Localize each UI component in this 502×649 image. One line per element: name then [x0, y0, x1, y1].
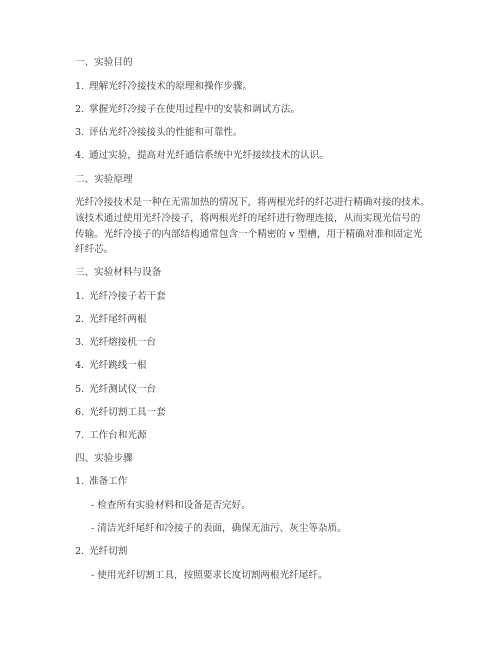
paragraph-line: 纤纤芯。: [75, 244, 114, 255]
step-title: 光纤切割: [89, 546, 128, 557]
list-item-number: 2.: [75, 314, 85, 325]
paragraph-line: 该技术通过使用光纤冷接子，将两根光纤的尾纤进行物理连接，从而实现光信号的: [75, 213, 421, 224]
list-item-number: 4.: [75, 150, 85, 161]
list-item-text: 评估光纤冷接接头的性能和可靠性。: [89, 127, 243, 138]
step-title: 准备工作: [89, 476, 128, 487]
step-number: 1.: [75, 476, 85, 487]
section-heading-materials: 三、实验材料与设备: [75, 267, 162, 278]
list-item-number: 6.: [75, 407, 85, 418]
list-item-number: 4.: [75, 360, 85, 371]
list-item-text: 光纤切割工具一套: [89, 407, 166, 418]
list-item-number: 1.: [75, 291, 85, 302]
list-item-number: 3.: [75, 337, 85, 348]
list-item-text: 理解光纤冷接技术的原理和操作步骤。: [89, 81, 253, 92]
list-item-text: 光纤熔接机一台: [89, 337, 157, 348]
list-item-text: 光纤冷接子若干套: [89, 291, 166, 302]
list-item-text: 光纤尾纤两根: [89, 314, 147, 325]
list-item-text: 工作台和光源: [89, 430, 147, 441]
list-item-text: 通过实验，提高对光纤通信系统中光纤接续技术的认识。: [89, 150, 329, 161]
step-sub-item: - 检查所有实验材料和设备是否完好。: [91, 500, 251, 511]
section-heading-objectives: 一、实验目的: [75, 57, 133, 68]
list-item-number: 7.: [75, 430, 85, 441]
list-item-number: 2.: [75, 104, 85, 115]
section-heading-principle: 二、实验原理: [75, 174, 133, 185]
section-heading-procedure: 四、实验步骤: [75, 453, 133, 464]
paragraph-line: 光纤冷接技术是一种在无需加热的情况下，将两根光纤的纤芯进行精确对接的技术。: [75, 197, 430, 208]
list-item-number: 5.: [75, 384, 85, 395]
list-item-text: 掌握光纤冷接子在使用过程中的安装和调试方法。: [89, 104, 301, 115]
step-sub-item: - 清洁光纤尾纤和冷接子的表面，确保无油污、灰尘等杂质。: [91, 523, 347, 534]
paragraph-line: 传输。光纤冷接子的内部结构通常包含一个精密的 v 型槽，用于精确对准和固定光: [75, 229, 423, 240]
list-item-number: 1.: [75, 81, 85, 92]
step-sub-item: - 使用光纤切割工具，按照要求长度切割两根光纤尾纤。: [91, 570, 328, 581]
list-item-number: 3.: [75, 127, 85, 138]
list-item-text: 光纤跳线一根: [89, 360, 147, 371]
step-number: 2.: [75, 546, 85, 557]
list-item-text: 光纤测试仪一台: [89, 384, 157, 395]
